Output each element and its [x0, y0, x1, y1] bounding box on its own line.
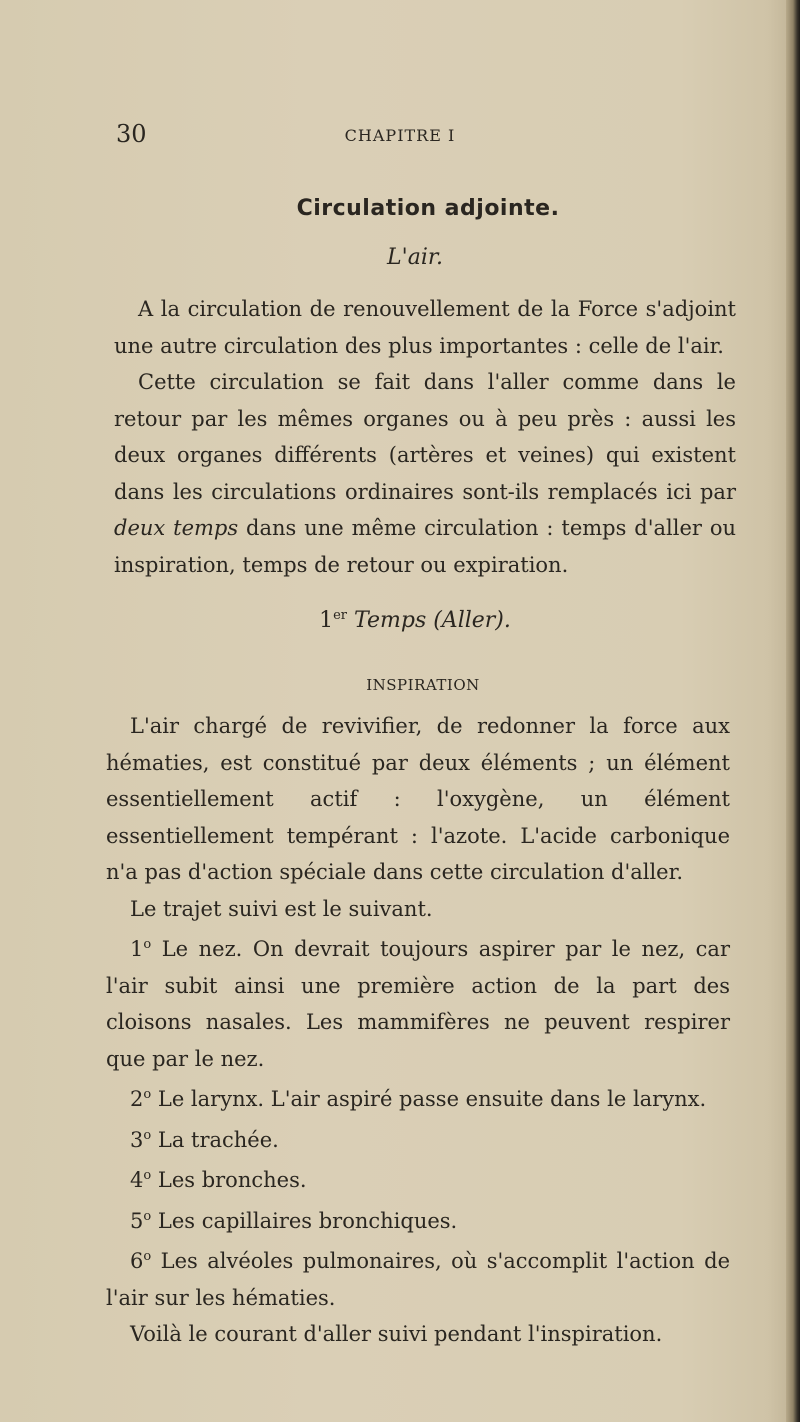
step-number: 3 [130, 1127, 144, 1152]
page-number: 30 [116, 120, 147, 148]
step-number: 6 [130, 1249, 144, 1273]
step-text: La trachée. [151, 1127, 279, 1152]
temps-superscript: er [333, 608, 348, 623]
temps-number: 1 [319, 608, 334, 633]
step-ordinal: o [143, 1127, 152, 1143]
paragraph-intro: A la circulation de renouvellement de la Force s'adjoint une autre circulation des plus importantes : celle de l'air. [114, 297, 736, 358]
closing-paragraph: Voilà le courant d'aller suivi pendant l'inspiration. [130, 1322, 663, 1346]
paragraph-circulation [114, 364, 736, 583]
step-number: 5 [130, 1208, 144, 1233]
paragraph-text-before: Cette circulation se fait dans l'aller comme dans le retour par les mêmes organes ou à peu près : aussi les deux organes différents (artères et veines) qui existent dans les circulations ordinaires sont-ils remplacés ici par [114, 370, 736, 504]
step-text: Le larynx. L'air aspiré passe ensuite dans le larynx. [151, 1087, 707, 1111]
paragraph-text-after: dans une même circulation : temps d'aller ou inspiration, temps de retour ou expiration. [114, 516, 736, 577]
step-number: 4 [130, 1168, 144, 1192]
step-text: Le nez. On devrait toujours aspirer par le nez, car l'air subit ainsi une première action de la part des cloisons nasales. Les mammifères ne peuvent respirer que par le nez. [106, 937, 730, 1071]
step-item [106, 1158, 730, 1199]
step-text: Les bronches. [151, 1168, 307, 1192]
chapter-heading: CHAPITRE I [344, 126, 456, 145]
step-item [106, 1199, 730, 1240]
step-number: 1 [130, 937, 144, 961]
body-paragraph: L'air chargé de revivifier, de redonner la force aux hématies, est constitué par deux éléments ; un élément essentiellement actif : l'oxygène, un élément essentiellement tempérant : l'azote. L'acide carbonique n'a pas d'action spéciale dans cette circulation d'aller. [106, 714, 730, 884]
section-title: Circulation adjointe. [296, 196, 560, 221]
step-item [106, 1239, 730, 1316]
subtitle: L'air. [387, 245, 443, 270]
temps-label: Temps (Aller). [354, 608, 511, 633]
body-paragraph: Le trajet suivi est le suivant. [130, 896, 433, 921]
paragraph-italic-phrase: deux temps [114, 516, 239, 540]
step-item [106, 1077, 730, 1118]
inspiration-heading: INSPIRATION [366, 676, 480, 694]
body-text [106, 708, 730, 1353]
step-ordinal: o [143, 1168, 152, 1183]
step-ordinal: o [143, 1087, 152, 1102]
step-ordinal: o [143, 937, 152, 952]
step-item [106, 1118, 730, 1159]
step-number: 2 [130, 1087, 144, 1111]
step-ordinal: o [143, 1208, 152, 1224]
step-text: Les capillaires bronchiques. [151, 1208, 458, 1233]
step-ordinal: o [143, 1249, 152, 1264]
temps-heading [0, 608, 800, 633]
running-head [0, 120, 800, 150]
step-text: Les alvéoles pulmonaires, où s'accomplit l'action de l'air sur les hématies. [106, 1249, 730, 1310]
step-item [106, 927, 730, 1077]
